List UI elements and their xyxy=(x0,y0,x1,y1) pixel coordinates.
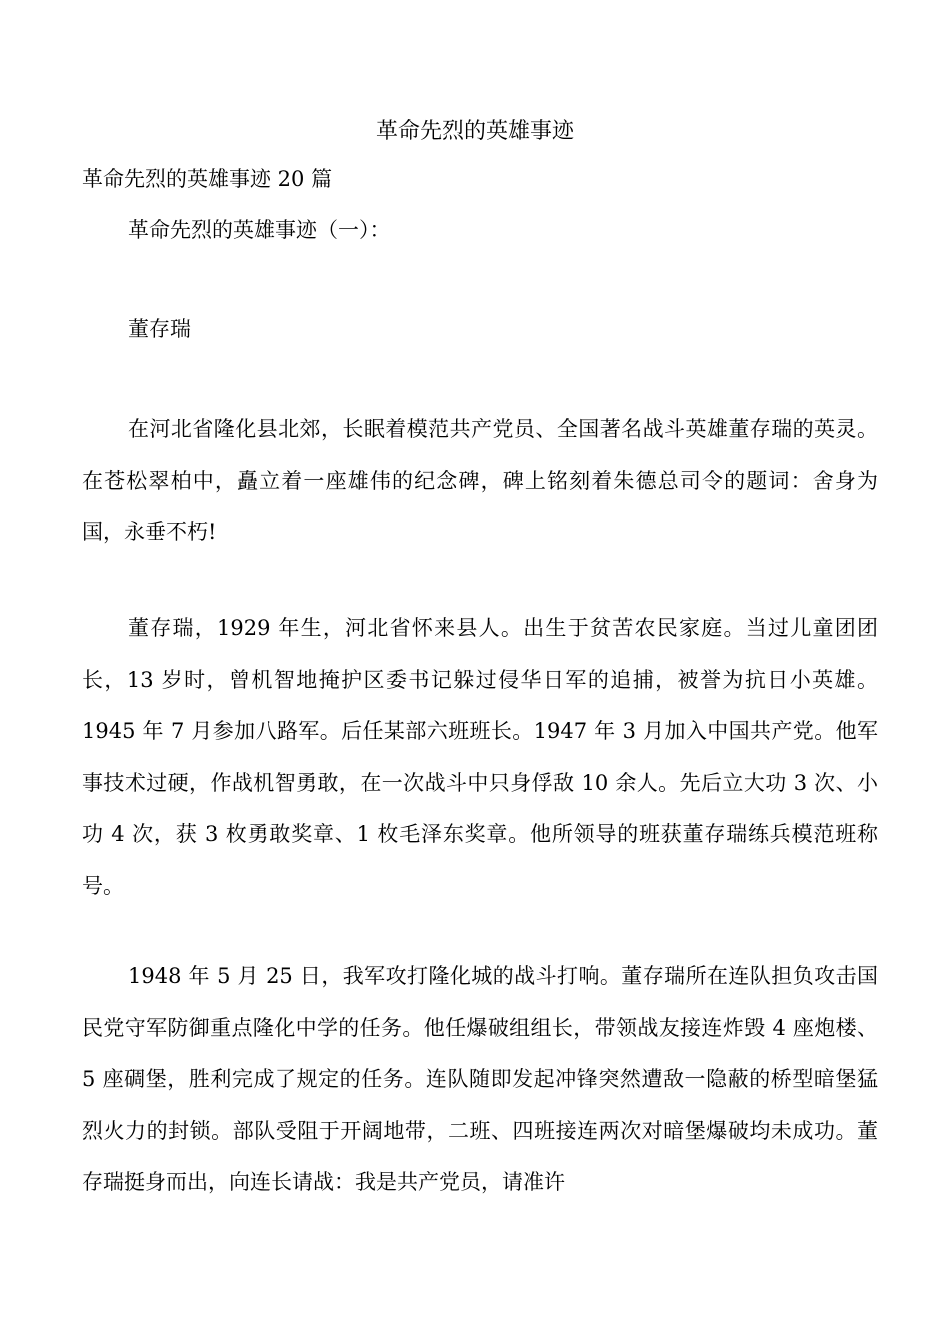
paragraph-1: 在河北省隆化县北郊，长眠着模范共产党员、全国著名战斗英雄董存瑞的英灵。在苍松翠柏中，矗立着一座雄伟的纪念碑，碑上铭刻着朱德总司令的题词：舍身为国，永垂不朽! xyxy=(82,417,878,544)
hero-name: 董存瑞 xyxy=(128,317,191,341)
paragraph-2: 董存瑞，1929 年生，河北省怀来县人。出生于贫苦农民家庭。当过儿童团团长，13 岁时，曾机智地掩护区委书记躲过侵华日军的追捕，被誉为抗日小英雄。1945 年 7 月参加八路军。后任某部六班班长。1947 年 3 月加入中国共产党。他军事技术过硬，作战机智勇敢，在一次战斗中只身俘敌 10 余人。先后立大功 3 次、小功 4 次，获 3 枚勇敢奖章、1 枚毛泽东奖章。他所领导的班获董存瑞练兵模范班称号。 xyxy=(82,616,878,898)
document-subtitle: 革命先烈的英雄事迹 20 篇 xyxy=(82,167,333,191)
section-heading: 革命先烈的英雄事迹（一）： xyxy=(128,218,391,242)
paragraph-3: 1948 年 5 月 25 日，我军攻打隆化城的战斗打响。董存瑞所在连队担负攻击国民党守军防御重点隆化中学的任务。他任爆破组组长，带领战友接连炸毁 4 座炮楼、5 座碉堡，胜利完成了规定的任务。连队随即发起冲锋突然遭敌一隐蔽的桥型暗堡猛烈火力的封锁。部队受阻于开阔地带，二班、四班接连两次对暗堡爆破均未成功。董存瑞挺身而出，向连长请战：我是共产党员，请准许 xyxy=(82,964,878,1194)
document-title: 革命先烈的英雄事迹 xyxy=(375,119,574,144)
